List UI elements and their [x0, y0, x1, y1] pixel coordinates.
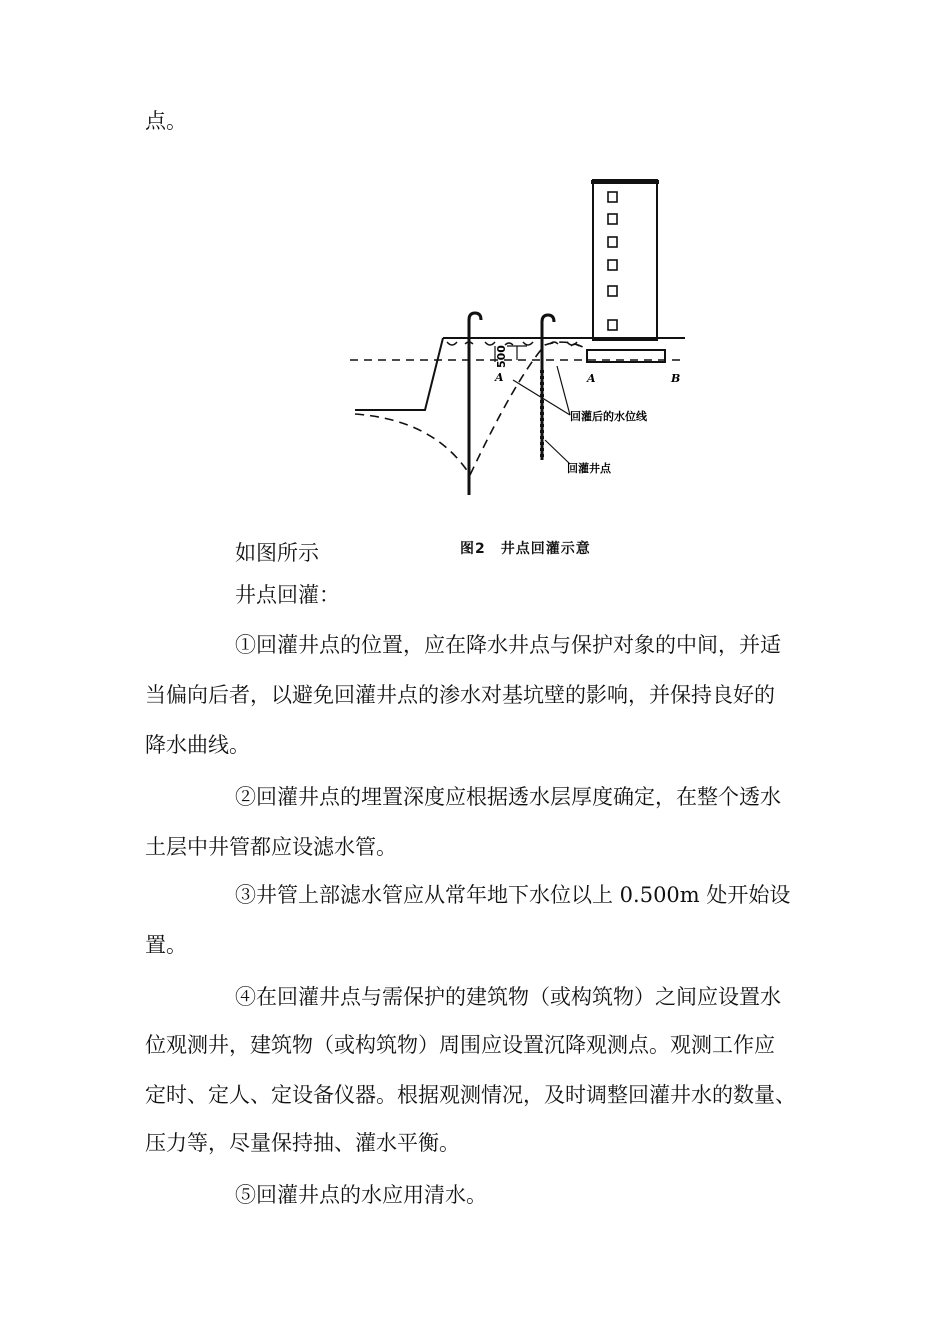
paragraph-line: ④在回灌井点与需保护的建筑物（或构筑物）之间应设置水 [235, 985, 781, 1009]
dewatering-well-pipe [469, 313, 481, 495]
top-fragment: 点。 [145, 109, 187, 133]
label-a: A [587, 372, 596, 385]
paragraph-line: 压力等，尽量保持抽、灌水平衡。 [145, 1131, 460, 1155]
paragraph-line: 定时、定人、定设备仪器。根据观测情况，及时调整回灌井水的数量、 [145, 1083, 796, 1107]
paragraph-line: ⑤回灌井点的水应用清水。 [235, 1183, 487, 1207]
paragraph-line: 置。 [145, 933, 187, 957]
paragraph-line: 降水曲线。 [145, 733, 250, 757]
label-b: B [671, 372, 681, 385]
paragraph-line: 土层中井管都应设滤水管。 [145, 835, 397, 859]
well-point-recharge-diagram [345, 170, 685, 510]
building [587, 180, 665, 362]
paragraph-line: 当偏向后者，以避免回灌井点的渗水对基坑壁的影响，并保持良好的 [145, 683, 775, 707]
paragraph-line: ①回灌井点的位置，应在降水井点与保护对象的中间，并适 [235, 633, 781, 657]
figure-caption: 图2 井点回灌示意 [460, 541, 591, 557]
section-heading: 井点回灌： [235, 583, 340, 607]
ground-surface [355, 338, 685, 410]
paragraph-line: ③井管上部滤水管应从常年地下水位以上 0.500m 处开始设 [235, 883, 791, 907]
paragraph-line: ②回灌井点的埋置深度应根据透水层厚度确定，在整个透水 [235, 785, 781, 809]
as-shown-text: 如图所示 [235, 541, 319, 565]
recharge-well-pipe [542, 315, 554, 460]
water-line-label: 回灌后的水位线 [570, 410, 647, 423]
label-a-small: A [495, 371, 504, 384]
well-point-label: 回灌井点 [567, 462, 611, 475]
drawdown-curve [355, 414, 470, 475]
depth-label: 500 [495, 345, 508, 368]
paragraph-line: 位观测井，建筑物（或构筑物）周围应设置沉降观测点。观测工作应 [145, 1033, 775, 1057]
